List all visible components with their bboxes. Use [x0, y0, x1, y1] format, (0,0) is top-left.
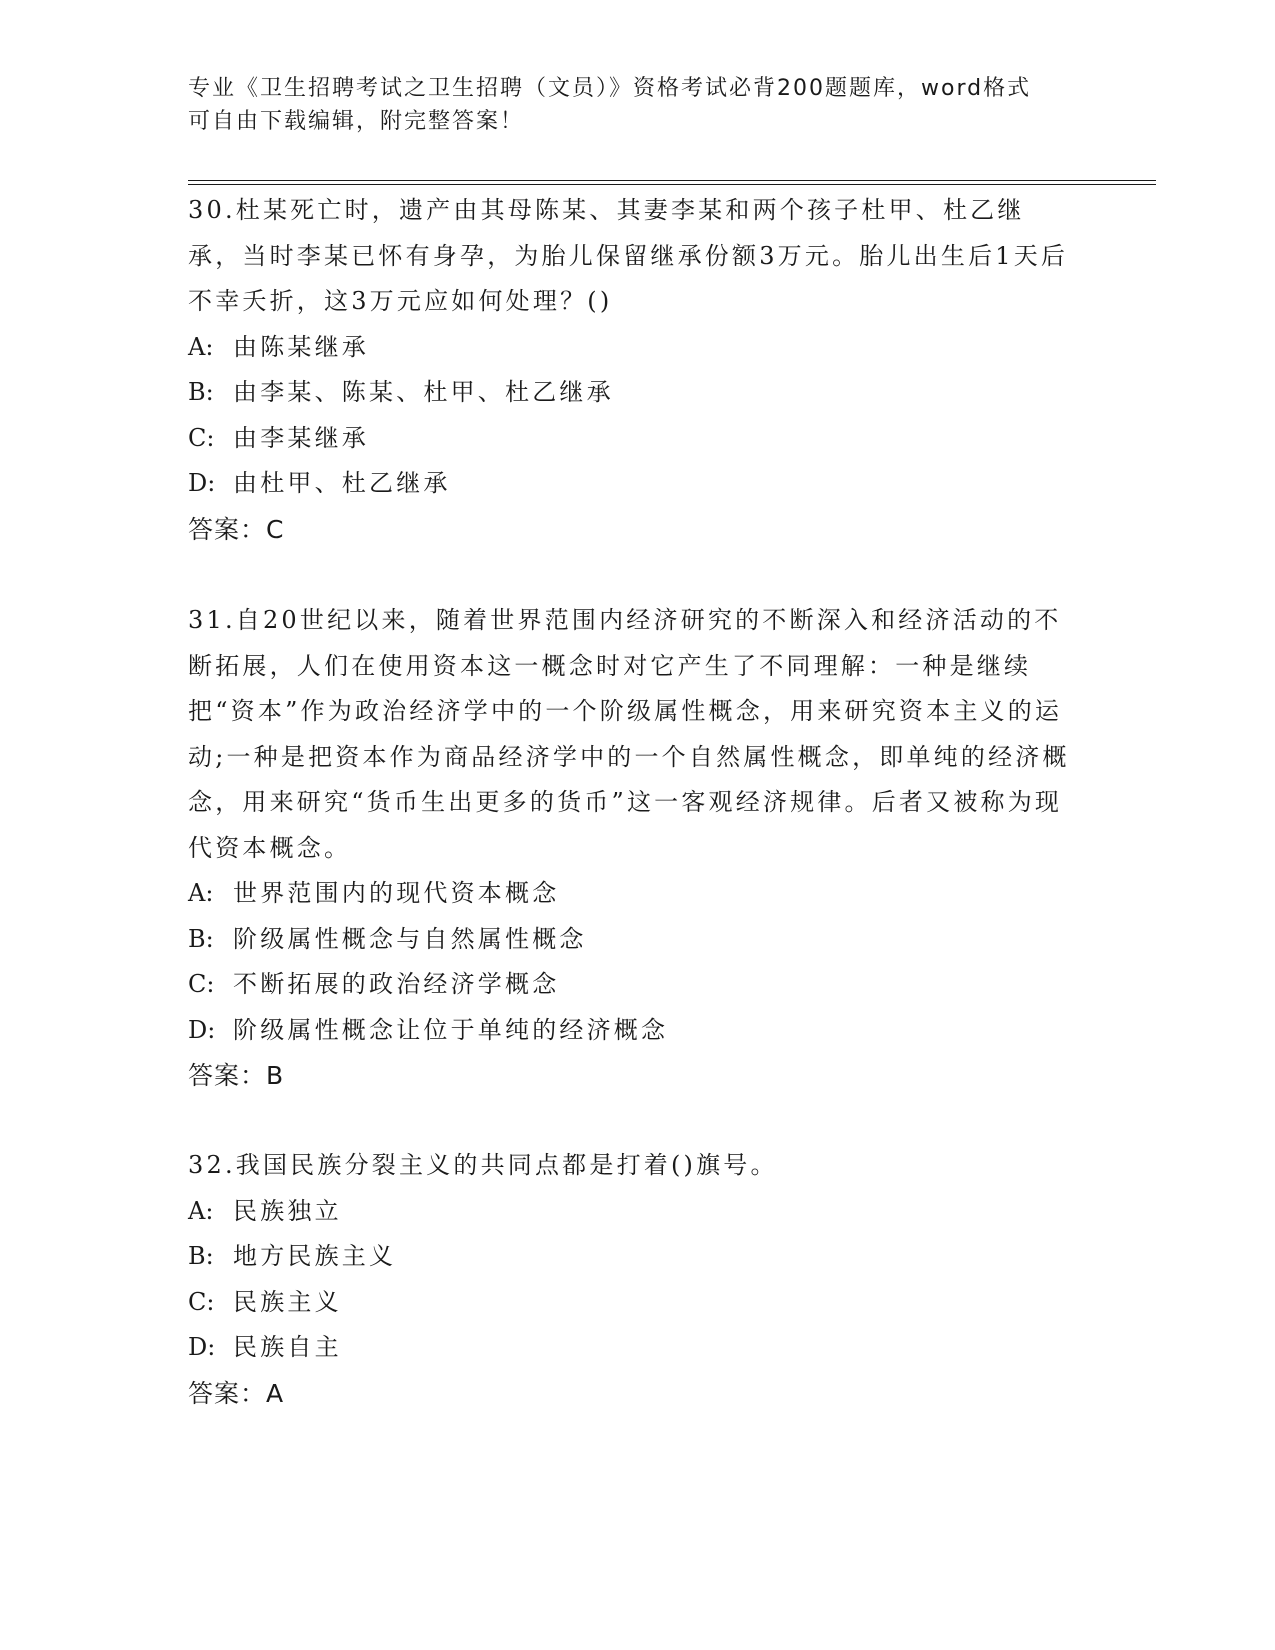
question-text: 31.自20世纪以来，随着世界范围内经济研究的不断深入和经济活动的不断拓展，人们在使用资本这一概念时对它产生了不同理解：一种是继续把“资本”作为政治经济学中的一个阶级属性概念，用来研究资本主义的运动;一种是把资本作为商品经济学中的一个自然属性概念，即单纯的经济概念，用来研究“货币生出更多的货币”这一客观经济规律。后者又被称为现代资本概念。 — [188, 606, 1070, 862]
option-letter: A: — [188, 332, 214, 361]
question-text: 30.杜某死亡时，遗产由其母陈某、其妻李某和两个孩子杜甲、杜乙继承，当时李某已怀有身孕，为胎儿保留继承份额3万元。胎儿出生后1天后不幸夭折，这3万元应如何处理？() — [188, 196, 1069, 315]
option-c — [188, 1280, 1078, 1326]
option-a — [188, 325, 1078, 371]
option-text: 由杜甲、杜乙继承 — [233, 469, 451, 497]
option-letter: C: — [188, 970, 215, 998]
option-letter: A: — [188, 879, 214, 907]
option-text: 地方民族主义 — [233, 1242, 397, 1270]
question-30 — [188, 188, 1078, 553]
option-letter: D: — [188, 1333, 216, 1361]
question-31 — [188, 598, 1078, 1099]
option-text: 民族自主 — [233, 1333, 342, 1361]
option-c — [188, 416, 1078, 462]
header-line-2: 可自由下载编辑，附完整答案！ — [188, 109, 525, 134]
option-a — [188, 1189, 1078, 1235]
question-text: 32.我国民族分裂主义的共同点都是打着()旗号。 — [188, 1151, 778, 1179]
option-text: 世界范围内的现代资本概念 — [233, 879, 560, 907]
option-text: 由李某、陈某、杜甲、杜乙继承 — [233, 378, 614, 406]
option-b — [188, 370, 1078, 416]
option-b — [188, 1234, 1078, 1280]
option-text: 民族主义 — [233, 1287, 342, 1316]
header-divider-top — [188, 180, 1156, 181]
option-a — [188, 871, 1078, 917]
option-letter: C: — [188, 1287, 215, 1316]
option-text: 由李某继承 — [233, 423, 369, 452]
question-32 — [188, 1143, 1078, 1417]
header-divider-bottom — [188, 184, 1156, 185]
option-letter: D: — [188, 1015, 216, 1044]
header-line-1: 专业《卫生招聘考试之卫生招聘（文员）》资格考试必背200题题库，word格式 — [188, 76, 1032, 101]
option-letter: A: — [188, 1196, 214, 1225]
option-d — [188, 1008, 1078, 1054]
answer: 答案：C — [188, 514, 285, 544]
option-text: 不断拓展的政治经济学概念 — [233, 970, 560, 998]
option-letter: D: — [188, 469, 216, 497]
option-text: 由陈某继承 — [233, 332, 369, 361]
option-d — [188, 1325, 1078, 1371]
option-b — [188, 917, 1078, 963]
option-letter: B: — [188, 1242, 214, 1270]
option-letter: B: — [188, 378, 214, 406]
option-c — [188, 962, 1078, 1008]
option-text: 阶级属性概念让位于单纯的经济概念 — [233, 1015, 669, 1044]
option-letter: B: — [188, 924, 214, 953]
option-d — [188, 461, 1078, 507]
answer: 答案：A — [188, 1378, 285, 1408]
option-text: 民族独立 — [233, 1196, 342, 1225]
document-header — [188, 72, 1088, 138]
option-letter: C: — [188, 423, 215, 452]
answer: 答案：B — [188, 1061, 285, 1090]
option-text: 阶级属性概念与自然属性概念 — [233, 924, 587, 953]
